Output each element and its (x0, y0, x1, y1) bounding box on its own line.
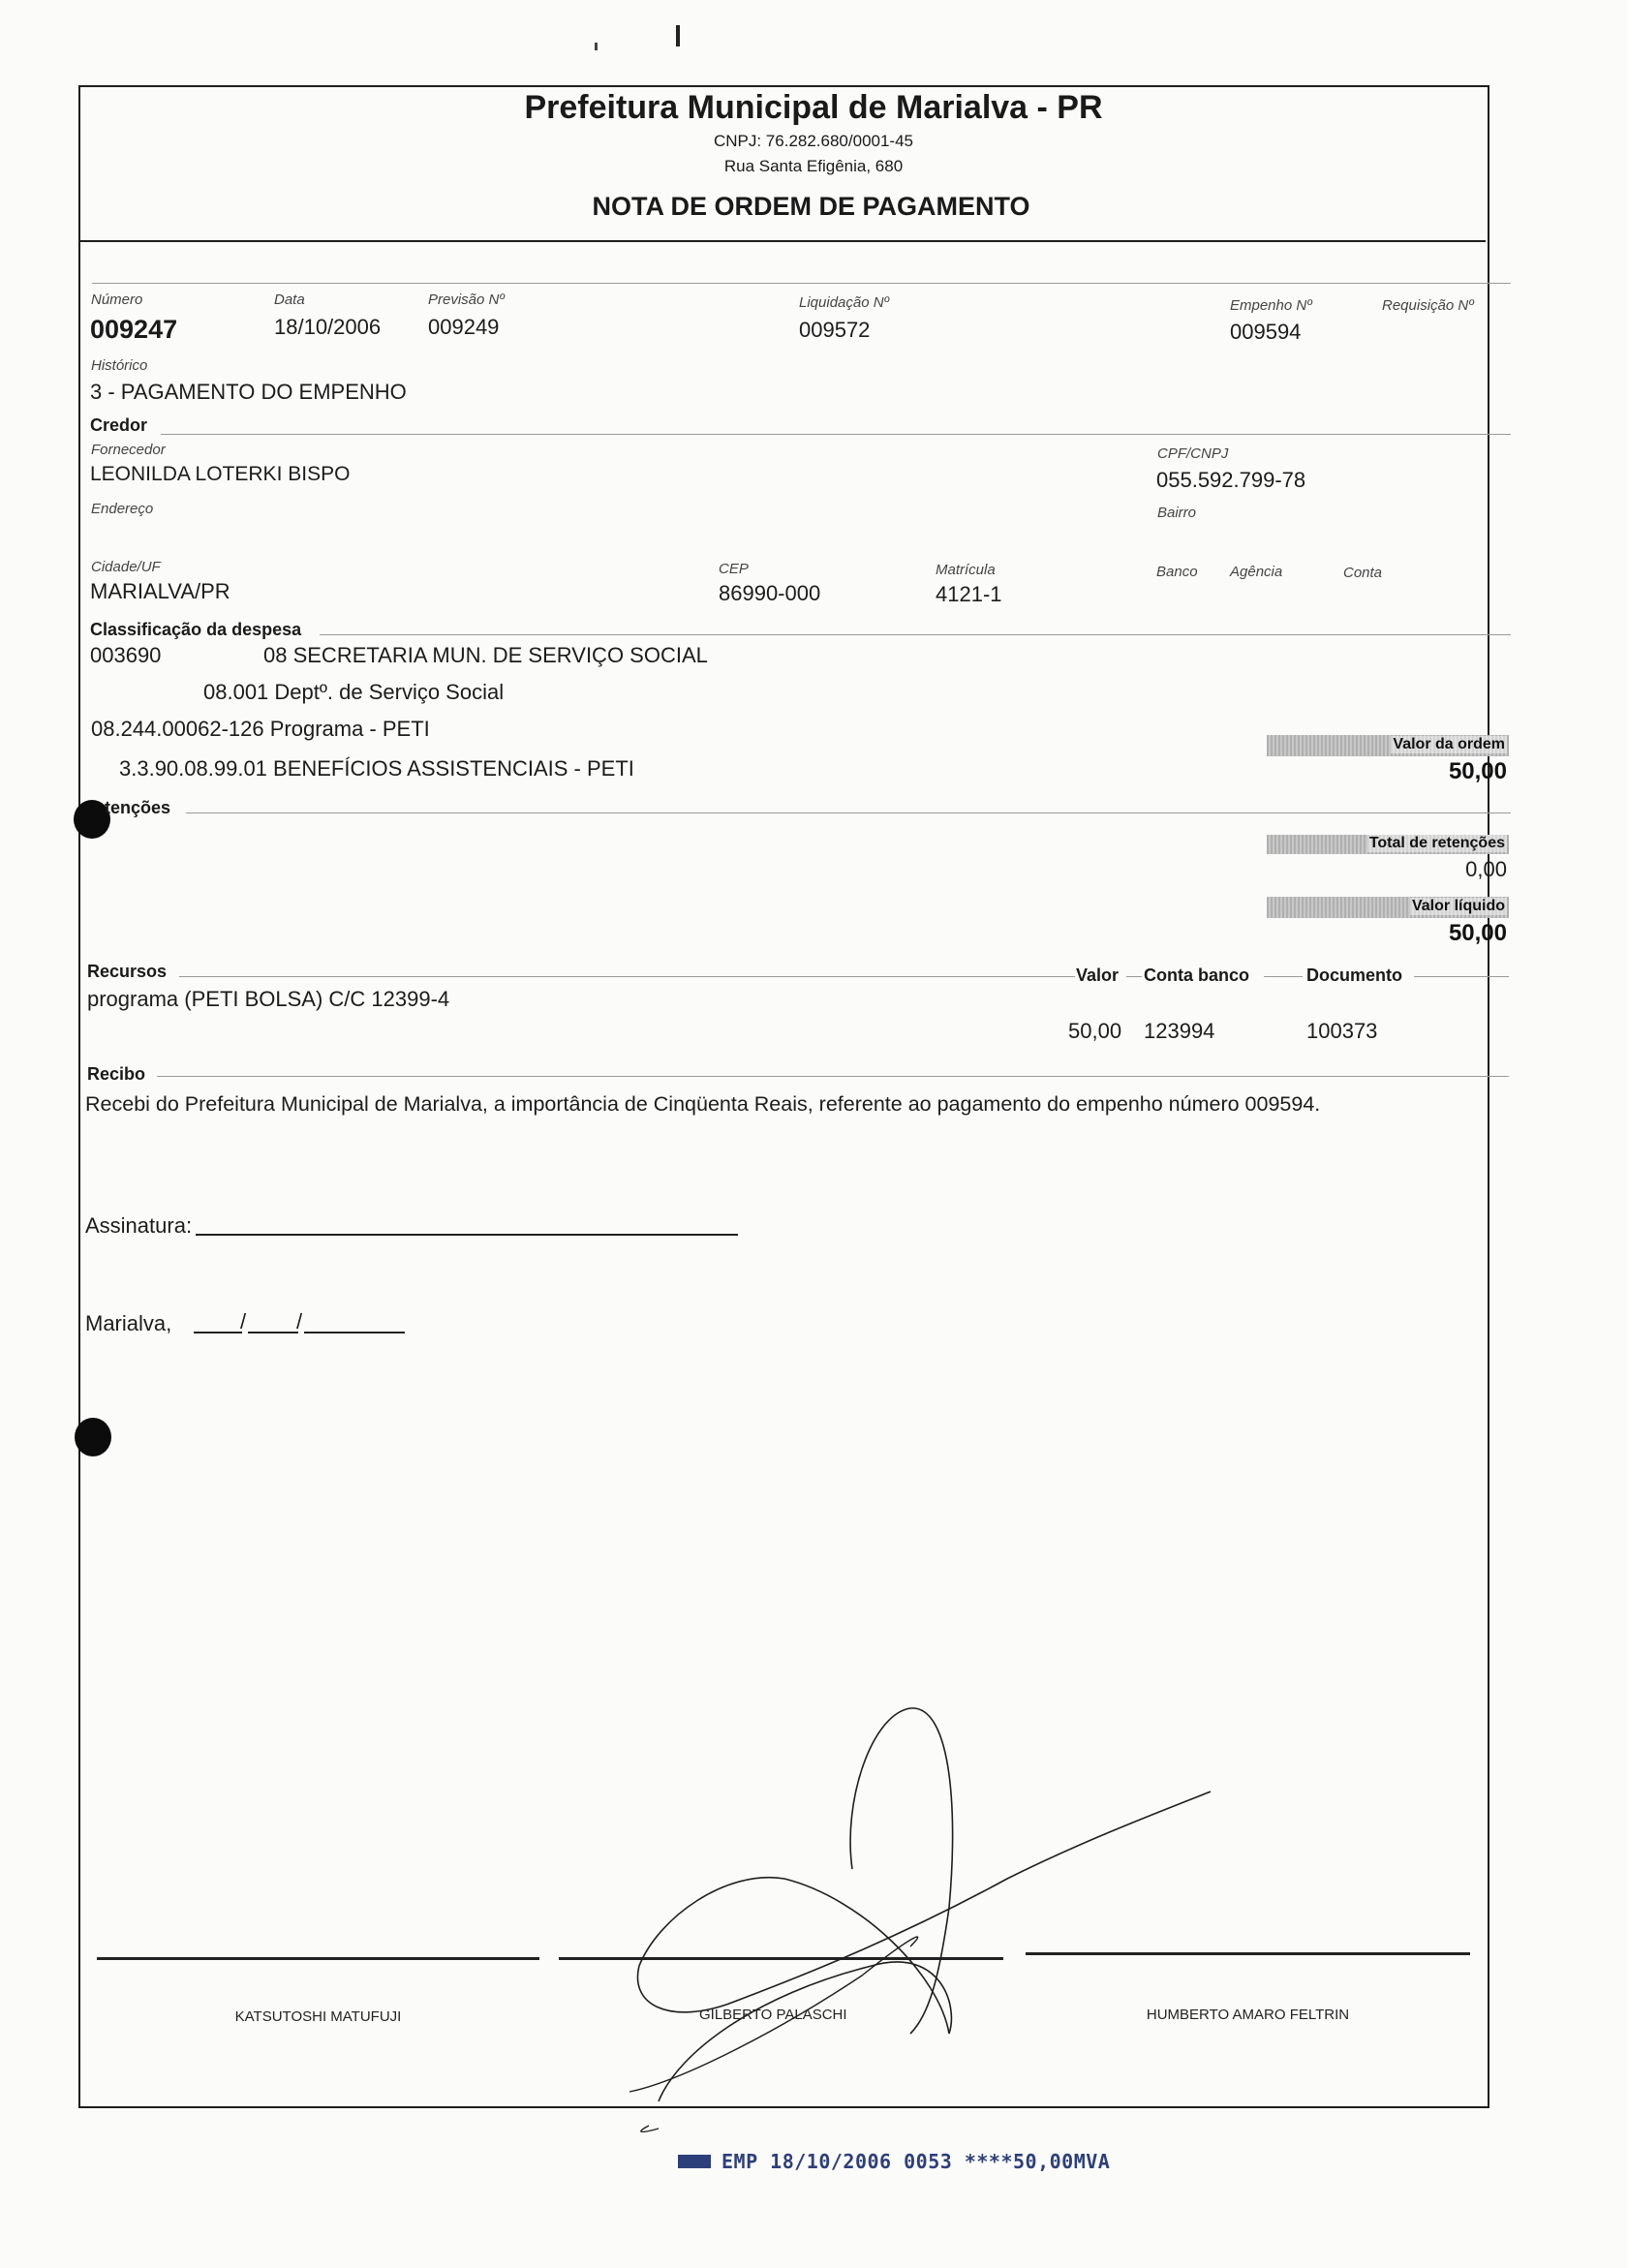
recursos-valor-label: Valor (1076, 965, 1120, 985)
recursos-valor: 50,00 (1068, 1019, 1122, 1043)
classificacao-code: 003690 (90, 643, 162, 667)
liquidacao-label: Liquidação Nº (799, 294, 890, 311)
cpf-value: 055.592.799-78 (1156, 468, 1306, 492)
signature-name-1: KATSUTOSHI MATUFUJI (234, 2008, 402, 2025)
handwritten-signature (620, 1685, 1220, 2140)
recibo-text: Recebi do Prefeitura Municipal de Marialva, a importância de Cinqüenta Reais, referente ao pagamento do empenho número 009594. (85, 1092, 1321, 1116)
classificacao-line3: 08.244.00062-126 Programa - PETI (91, 717, 430, 741)
header-address: Rua Santa Efigênia, 680 (723, 157, 904, 175)
recibo-rule (157, 1076, 1509, 1077)
agencia-label: Agência (1230, 564, 1283, 580)
bairro-label: Bairro (1157, 505, 1197, 521)
classificacao-line4: 3.3.90.08.99.01 BENEFÍCIOS ASSISTENCIAIS - PETI (119, 756, 634, 781)
historico-label: Histórico (91, 357, 148, 374)
credor-section: Credor (90, 415, 148, 435)
scan-mark (676, 25, 680, 46)
empenho-value: 009594 (1230, 320, 1302, 344)
classificacao-line2: 08.001 Deptº. de Serviço Social (203, 680, 505, 704)
retencoes-rule (186, 812, 1511, 813)
recursos-documento: 100373 (1306, 1019, 1378, 1043)
payment-stamp: EMP 18/10/2006 0053 ****50,00MVA (721, 2150, 1111, 2173)
previsao-label: Previsão Nº (428, 291, 505, 308)
credor-rule (161, 434, 1511, 435)
header-cnpj: CNPJ: 76.282.680/0001-45 (713, 132, 914, 150)
recursos-descricao: programa (PETI BOLSA) C/C 12399-4 (87, 987, 450, 1011)
valor-ordem-label: Valor da ordem (1393, 736, 1505, 752)
cidade-value: MARIALVA/PR (90, 579, 230, 603)
historico-value: 3 - PAGAMENTO DO EMPENHO (90, 380, 407, 404)
signature-name-3: HUMBERTO AMARO FELTRIN (1146, 2007, 1350, 2023)
header-divider (80, 240, 1486, 242)
fields-divider (92, 283, 1511, 284)
local-label: Marialva, (85, 1311, 172, 1335)
scan-mark-small (595, 43, 598, 50)
cpf-label: CPF/CNPJ (1157, 445, 1229, 462)
punch-hole-bottom (75, 1418, 111, 1456)
signature-name-2: GILBERTO PALASCHI (699, 2007, 847, 2023)
recursos-rule-3 (1264, 976, 1303, 977)
recursos-conta-banco: 123994 (1144, 1019, 1215, 1043)
assinatura-line[interactable] (196, 1234, 738, 1236)
liquidacao-value: 009572 (799, 318, 871, 342)
date-sep-2: / (296, 1309, 303, 1333)
matricula-value: 4121-1 (936, 582, 1002, 606)
requisicao-label: Requisição Nº (1382, 297, 1474, 314)
valor-ordem-value: 50,00 (1448, 758, 1507, 784)
cep-value: 86990-000 (719, 581, 821, 605)
numero-value: 009247 (90, 315, 178, 344)
recursos-conta-label: Conta banco (1144, 965, 1250, 985)
total-retencoes-label: Total de retenções (1368, 835, 1505, 851)
previsao-value: 009249 (428, 315, 500, 339)
stamp-logo-icon (678, 2155, 711, 2168)
recursos-documento-label: Documento (1306, 965, 1402, 985)
endereco-label: Endereço (91, 501, 154, 517)
total-retencoes-value: 0,00 (1465, 857, 1507, 881)
empenho-label: Empenho Nº (1230, 297, 1312, 314)
matricula-label: Matrícula (936, 562, 996, 578)
recursos-rule-2 (1126, 976, 1142, 977)
numero-label: Número (91, 291, 143, 308)
banco-label: Banco (1156, 564, 1198, 580)
recursos-rule (179, 976, 1075, 977)
cep-label: CEP (719, 561, 749, 577)
assinatura-label: Assinatura: (85, 1213, 193, 1238)
date-year-blank[interactable] (304, 1332, 405, 1333)
cidade-label: Cidade/UF (91, 559, 161, 575)
fornecedor-value: LEONILDA LOTERKI BISPO (90, 463, 351, 485)
date-month-blank[interactable] (248, 1332, 298, 1333)
signature-line-1 (97, 1957, 539, 1960)
recursos-rule-4 (1414, 976, 1509, 977)
data-label: Data (274, 291, 305, 308)
valor-liquido-value: 50,00 (1448, 920, 1507, 946)
data-value: 18/10/2006 (274, 315, 382, 339)
date-sep-1: / (240, 1309, 247, 1333)
classificacao-section: Classificação da despesa (90, 620, 302, 639)
header-title: Prefeitura Municipal de Marialva - PR (524, 89, 1103, 126)
classificacao-line1: 08 SECRETARIA MUN. DE SERVIÇO SOCIAL (263, 643, 708, 667)
retencoes-section: tenções (105, 798, 171, 817)
recursos-section: Recursos (87, 962, 168, 981)
fornecedor-label: Fornecedor (91, 442, 166, 458)
conta-label: Conta (1343, 565, 1383, 581)
recibo-section: Recibo (87, 1064, 146, 1084)
classificacao-rule (320, 634, 1511, 635)
date-day-blank[interactable] (194, 1332, 242, 1333)
valor-liquido-label: Valor líquido (1411, 898, 1505, 914)
document-title: NOTA DE ORDEM DE PAGAMENTO (592, 192, 1030, 221)
